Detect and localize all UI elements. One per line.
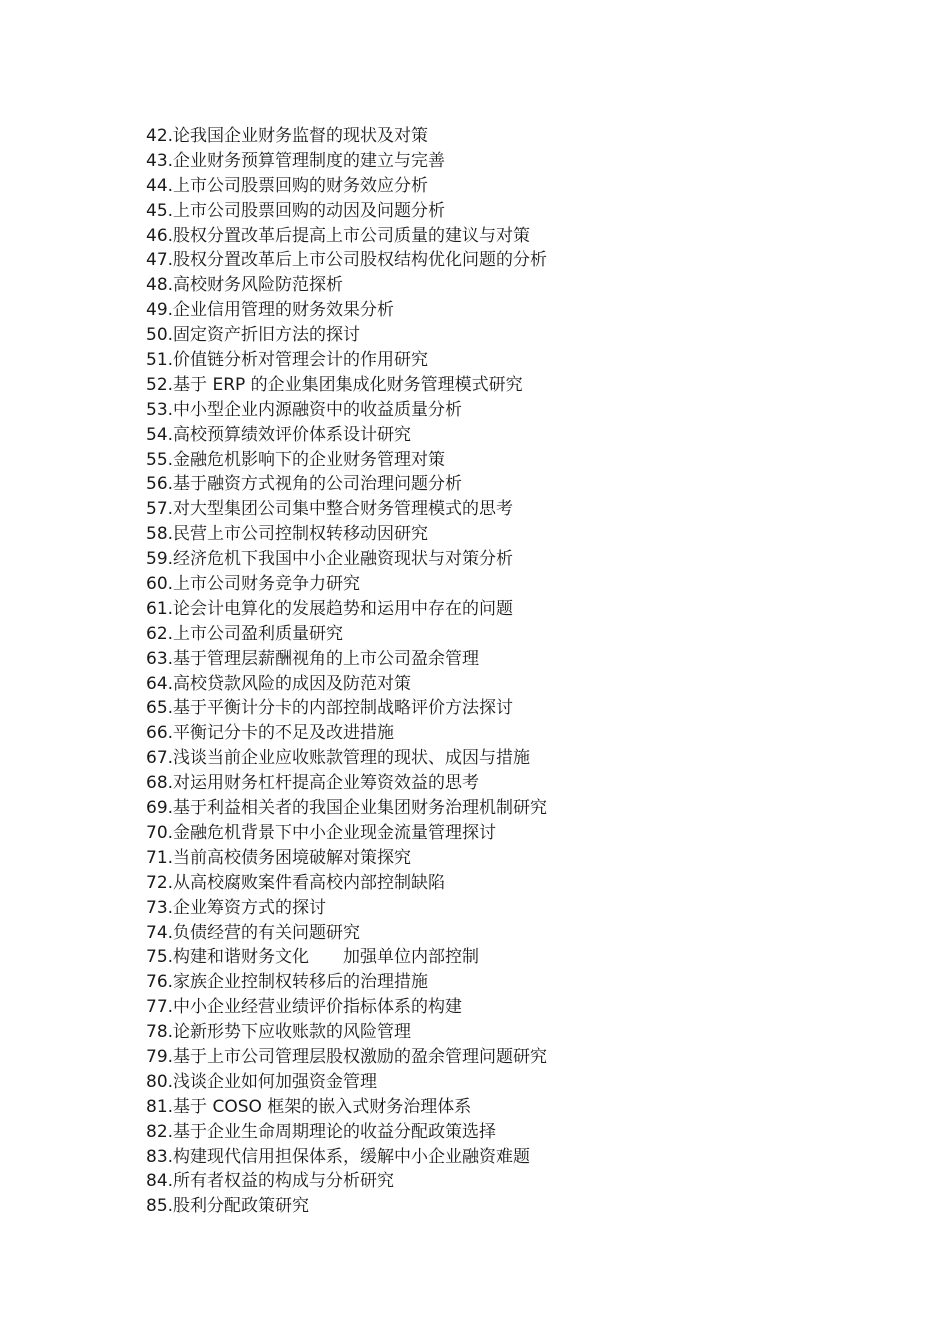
topic-item <box>146 921 547 946</box>
topic-number: 79. <box>146 1046 174 1067</box>
topic-title: 高校贷款风险的成因及防范对策 <box>173 673 412 694</box>
topic-title: 所有者权益的构成与分析研究 <box>173 1171 395 1192</box>
topic-number: 47. <box>146 250 174 271</box>
topic-number: 76. <box>146 972 174 993</box>
topic-title: 对大型集团公司集中整合财务管理模式的思考 <box>173 499 514 520</box>
topic-number: 73. <box>146 897 174 918</box>
topic-number: 62. <box>146 623 174 644</box>
topic-item <box>146 647 547 672</box>
topic-item <box>146 448 547 473</box>
topic-title: 上市公司股票回购的动因及问题分析 <box>173 200 446 221</box>
topic-number: 53. <box>146 399 174 420</box>
topic-number: 82. <box>146 1121 174 1142</box>
topic-title: 固定资产折旧方法的探讨 <box>173 325 361 346</box>
topic-number: 75. <box>146 947 174 968</box>
topic-number: 84. <box>146 1171 174 1192</box>
topic-title: 股利分配政策研究 <box>173 1196 310 1217</box>
topic-number: 74. <box>146 922 174 943</box>
topic-number: 56. <box>146 474 174 495</box>
topic-number: 60. <box>146 574 174 595</box>
topic-item <box>146 970 547 995</box>
topic-item <box>146 746 547 771</box>
topic-item <box>146 896 547 921</box>
topic-title: 构建现代信用担保体系，缓解中小企业融资难题 <box>173 1146 531 1167</box>
topic-item <box>146 1120 547 1145</box>
topic-number: 55. <box>146 449 174 470</box>
topic-number: 77. <box>146 997 174 1018</box>
topic-item <box>146 846 547 871</box>
topic-number: 67. <box>146 748 174 769</box>
topic-item <box>146 124 547 149</box>
topic-title: 基于 ERP 的企业集团集成化财务管理模式研究 <box>173 374 523 395</box>
topic-item <box>146 423 547 448</box>
topic-item <box>146 597 547 622</box>
topic-item <box>146 348 547 373</box>
topic-item <box>146 1020 547 1045</box>
topic-title: 金融危机影响下的企业财务管理对策 <box>173 449 446 470</box>
topic-title: 基于 COSO 框架的嵌入式财务治理体系 <box>173 1096 472 1117</box>
topic-title: 价值链分析对管理会计的作用研究 <box>173 350 429 371</box>
topic-number: 57. <box>146 499 174 520</box>
topic-number: 83. <box>146 1146 174 1167</box>
topic-item <box>146 547 547 572</box>
topic-title: 股权分置改革后上市公司股权结构优化问题的分析 <box>173 250 548 271</box>
topic-title: 高校财务风险防范探析 <box>173 275 344 296</box>
topic-number: 51. <box>146 350 174 371</box>
topic-number: 42. <box>146 126 174 146</box>
topic-number: 70. <box>146 822 174 843</box>
topic-title: 论我国企业财务监督的现状及对策 <box>173 126 429 146</box>
topic-item <box>146 224 547 249</box>
topic-number: 81. <box>146 1096 174 1117</box>
topic-item <box>146 945 547 970</box>
topic-number: 54. <box>146 424 174 445</box>
topic-title: 浅谈当前企业应收账款管理的现状、成因与措施 <box>173 748 531 769</box>
topic-item <box>146 1045 547 1070</box>
topic-title: 从高校腐败案件看高校内部控制缺陷 <box>173 872 446 893</box>
topic-item <box>146 672 547 697</box>
topic-item <box>146 771 547 796</box>
topic-item <box>146 1070 547 1095</box>
topic-number: 68. <box>146 773 174 794</box>
topic-item <box>146 373 547 398</box>
topic-title: 金融危机背景下中小企业现金流量管理探讨 <box>173 822 497 843</box>
topic-number: 59. <box>146 549 174 570</box>
topic-number: 49. <box>146 300 174 321</box>
topic-title: 中小型企业内源融资中的收益质量分析 <box>173 399 463 420</box>
topic-title: 股权分置改革后提高上市公司质量的建议与对策 <box>173 225 531 246</box>
topic-number: 58. <box>146 524 174 545</box>
topic-number: 63. <box>146 648 174 669</box>
topic-number: 78. <box>146 1022 174 1043</box>
topic-number: 80. <box>146 1071 174 1092</box>
topic-title: 基于管理层薪酬视角的上市公司盈余管理 <box>173 648 480 669</box>
topic-item <box>146 622 547 647</box>
topic-title: 浅谈企业如何加强资金管理 <box>173 1071 378 1092</box>
topic-title: 民营上市公司控制权转移动因研究 <box>173 524 429 545</box>
topic-title: 论会计电算化的发展趋势和运用中存在的问题 <box>173 598 514 619</box>
topic-title: 当前高校债务困境破解对策探究 <box>173 847 412 868</box>
topic-number: 50. <box>146 325 174 346</box>
topic-item <box>146 1145 547 1170</box>
topic-number: 72. <box>146 872 174 893</box>
topic-title: 平衡记分卡的不足及改进措施 <box>173 723 395 744</box>
topic-item <box>146 821 547 846</box>
topic-title: 上市公司股票回购的财务效应分析 <box>173 175 429 196</box>
topic-title: 对运用财务杠杆提高企业筹资效益的思考 <box>173 773 480 794</box>
topic-item <box>146 298 547 323</box>
topic-item <box>146 273 547 298</box>
topic-title: 企业财务预算管理制度的建立与完善 <box>173 150 446 171</box>
topic-number: 48. <box>146 275 174 296</box>
topic-number: 44. <box>146 175 174 196</box>
topic-number: 46. <box>146 225 174 246</box>
topic-title: 中小企业经营业绩评价指标体系的构建 <box>173 997 463 1018</box>
topic-title: 经济危机下我国中小企业融资现状与对策分析 <box>173 549 514 570</box>
topic-number: 43. <box>146 150 174 171</box>
topic-item <box>146 572 547 597</box>
topic-number: 66. <box>146 723 174 744</box>
topic-title: 基于上市公司管理层股权激励的盈余管理问题研究 <box>173 1046 548 1067</box>
topic-item <box>146 721 547 746</box>
topic-number: 85. <box>146 1196 174 1217</box>
topic-item <box>146 472 547 497</box>
topic-item <box>146 1095 547 1120</box>
topic-title: 高校预算绩效评价体系设计研究 <box>173 424 412 445</box>
topic-title: 负债经营的有关问题研究 <box>173 922 361 943</box>
topic-item <box>146 199 547 224</box>
topic-title: 基于利益相关者的我国企业集团财务治理机制研究 <box>173 798 548 819</box>
topic-item <box>146 871 547 896</box>
topic-number: 65. <box>146 698 174 719</box>
topic-item <box>146 149 547 174</box>
topic-title: 基于平衡计分卡的内部控制战略评价方法探讨 <box>173 698 514 719</box>
topic-list <box>146 124 547 1219</box>
topic-item <box>146 995 547 1020</box>
topic-item <box>146 323 547 348</box>
topic-title: 家族企业控制权转移后的治理措施 <box>173 972 429 993</box>
topic-number: 45. <box>146 200 174 221</box>
topic-item <box>146 174 547 199</box>
topic-title: 基于融资方式视角的公司治理问题分析 <box>173 474 463 495</box>
topic-number: 52. <box>146 374 174 395</box>
topic-title: 企业信用管理的财务效果分析 <box>173 300 395 321</box>
topic-item <box>146 796 547 821</box>
topic-item <box>146 398 547 423</box>
topic-title: 论新形势下应收账款的风险管理 <box>173 1022 412 1043</box>
topic-title: 企业筹资方式的探讨 <box>173 897 327 918</box>
topic-number: 69. <box>146 798 174 819</box>
topic-number: 61. <box>146 598 174 619</box>
topic-number: 71. <box>146 847 174 868</box>
topic-item <box>146 696 547 721</box>
topic-number: 64. <box>146 673 174 694</box>
topic-title: 基于企业生命周期理论的收益分配政策选择 <box>173 1121 497 1142</box>
topic-item <box>146 1194 547 1219</box>
topic-item <box>146 522 547 547</box>
topic-item <box>146 1169 547 1194</box>
topic-item <box>146 248 547 273</box>
topic-title: 构建和谐财务文化 加强单位内部控制 <box>173 947 480 968</box>
topic-item <box>146 497 547 522</box>
topic-title: 上市公司财务竞争力研究 <box>173 574 361 595</box>
topic-title: 上市公司盈利质量研究 <box>173 623 344 644</box>
